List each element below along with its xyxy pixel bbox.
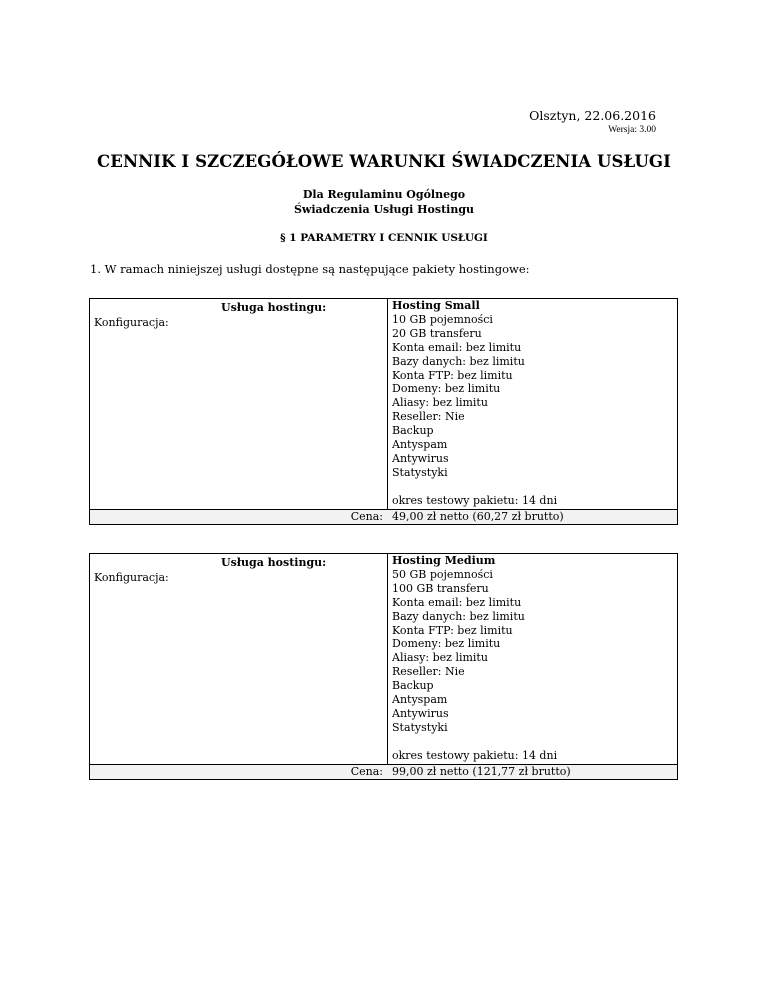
page-subtitle bbox=[0, 187, 768, 217]
feature-item: Aliasy: bez limitu bbox=[392, 396, 488, 410]
feature-item: 50 GB pojemności bbox=[392, 567, 493, 581]
feature-list bbox=[392, 313, 525, 480]
subtitle-line-1: Dla Regulaminu Ogólnego bbox=[302, 188, 466, 201]
config-label: Konfiguracja: bbox=[94, 571, 169, 584]
feature-item: Antywirus bbox=[392, 451, 449, 465]
document-date: Olsztyn, 22.06.2016 bbox=[529, 108, 656, 123]
feature-item: Reseller: Nie bbox=[392, 665, 465, 679]
trial-period: okres testowy pakietu: 14 dni bbox=[392, 749, 558, 762]
subtitle-line-2: Świadczenia Usługi Hostingu bbox=[293, 203, 475, 216]
feature-item: Bazy danych: bez limitu bbox=[392, 609, 525, 623]
package-label-column bbox=[90, 554, 388, 779]
feature-item: Statystyki bbox=[392, 465, 448, 479]
config-label: Konfiguracja: bbox=[94, 316, 169, 329]
price-value: 99,00 zł netto (121,77 zł brutto) bbox=[392, 765, 571, 778]
package-name: Hosting Small bbox=[392, 299, 480, 312]
feature-list bbox=[392, 568, 525, 735]
service-label: Usługa hostingu: bbox=[221, 556, 327, 569]
feature-item: 10 GB pojemności bbox=[392, 312, 493, 326]
feature-item: Bazy danych: bez limitu bbox=[392, 354, 525, 368]
feature-item: 100 GB transferu bbox=[392, 581, 489, 595]
feature-item: Statystyki bbox=[392, 720, 448, 734]
document-version: Wersja: 3.00 bbox=[608, 125, 656, 135]
feature-item: Konta email: bez limitu bbox=[392, 595, 522, 609]
feature-item: Aliasy: bez limitu bbox=[392, 651, 488, 665]
price-row bbox=[90, 509, 677, 524]
page-title: CENNIK I SZCZEGÓŁOWE WARUNKI ŚWIADCZENIA USŁUGI bbox=[97, 152, 671, 171]
feature-item: Domeny: bez limitu bbox=[392, 382, 501, 396]
package-table-small bbox=[89, 298, 678, 525]
price-value: 49,00 zł netto (60,27 zł brutto) bbox=[392, 510, 564, 523]
package-name: Hosting Medium bbox=[392, 554, 496, 567]
feature-item: Antywirus bbox=[392, 706, 449, 720]
package-details bbox=[392, 554, 525, 735]
service-label: Usługa hostingu: bbox=[221, 301, 327, 314]
intro-paragraph: 1. W ramach niniejszej usługi dostępne są następujące pakiety hostingowe: bbox=[90, 262, 530, 276]
feature-item: Domeny: bez limitu bbox=[392, 637, 501, 651]
package-table-medium bbox=[89, 553, 678, 780]
feature-item: Konta FTP: bez limitu bbox=[392, 623, 513, 637]
section-title: § 1 PARAMETRY I CENNIK USŁUGI bbox=[280, 232, 488, 244]
package-label-column bbox=[90, 299, 388, 524]
feature-item: Konta email: bez limitu bbox=[392, 340, 522, 354]
price-label: Cena: bbox=[350, 510, 383, 523]
feature-item: Antyspam bbox=[392, 693, 448, 707]
price-label: Cena: bbox=[350, 765, 383, 778]
package-details bbox=[392, 299, 525, 480]
feature-item: Backup bbox=[392, 679, 434, 693]
feature-item: 20 GB transferu bbox=[392, 326, 482, 340]
trial-period: okres testowy pakietu: 14 dni bbox=[392, 494, 558, 507]
price-row bbox=[90, 764, 677, 779]
feature-item: Backup bbox=[392, 424, 434, 438]
feature-item: Reseller: Nie bbox=[392, 410, 465, 424]
feature-item: Antyspam bbox=[392, 438, 448, 452]
feature-item: Konta FTP: bez limitu bbox=[392, 368, 513, 382]
